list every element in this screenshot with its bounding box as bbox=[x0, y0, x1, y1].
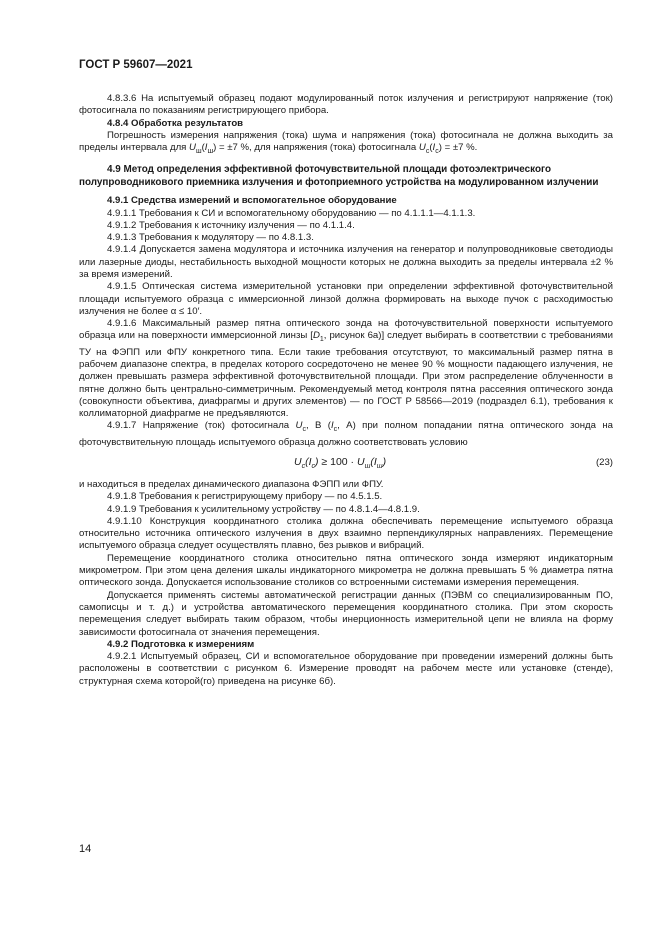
subscript: 1 bbox=[319, 336, 324, 344]
symbol-u: U bbox=[189, 142, 196, 154]
symbol-i: I bbox=[330, 420, 334, 432]
subscript: c bbox=[425, 148, 430, 156]
subscript: c bbox=[302, 426, 306, 434]
subscript: ш bbox=[195, 148, 202, 156]
symbol-u: U bbox=[418, 142, 426, 154]
text-run: ) = ±7 %, для напряжения (тока) фотосигнала bbox=[213, 142, 419, 154]
para-4-8-3-6: 4.8.3.6 На испытуемый образец подают модулированный поток излучения и регистрируют напряжение (ток) фотосигнала по показаниям регистрирующего прибора. bbox=[79, 93, 613, 117]
heading-4-9: 4.9 Метод определения эффективной фоточувствительной площади фотоэлектрического полупроводникового приемника излучения и фотоприемного устройства на модулированном излучении bbox=[79, 164, 599, 188]
subscript: ш bbox=[376, 463, 383, 471]
para-4-9-1-5: 4.9.1.5 Оптическая система измерительной установки при определении эффективной фоточувствительной площади испытуемого образца с иммерсионной линзой должна формировать на выходе пучок с расходимостью излучения не более α ≤ 10′. bbox=[79, 281, 613, 317]
formula: $U_c(I_c) \ge 100 \cdot U_ш(I_ш)$ bbox=[294, 455, 387, 471]
symbol-d: D bbox=[312, 330, 320, 342]
para-4-9-1-3: 4.9.1.3 Требования к модулятору — по 4.8.1.3. bbox=[107, 232, 314, 244]
text-run: , А) при полном попадании пятна оптического зонда на фоточувствительную площадь испытуемого образца должно соответствовать условию bbox=[79, 420, 613, 448]
para-error: Погрешность измерения напряжения (тока) шума и напряжения (тока) фотосигнала не должна выходить за пределы интервала для $U_ш(I_ш) = \pm 7$ %, для напряжения (тока) фотосигнала $U_c(I_c) = \pm 7$ %. bbox=[79, 129, 613, 156]
heading-4-8-4: 4.8.4 Обработка результатов bbox=[107, 117, 244, 129]
para-4-9-1-4: 4.9.1.4 Допускается замена модулятора и источника излучения на генератор и полупроводниковые светодиоды или лазерные диоды, нестабильность выходной мощности которых не должна выходить за пределы интервала ±2 % за время измерений. bbox=[79, 244, 613, 280]
equation-23 bbox=[79, 449, 613, 479]
text-run: , рисунок 6а)] следует выбирать в соответствии с требованиями ТУ на ФЭПП или ФПУ конкретного типа. Если такие требования отсутствуют, то максимальный размер пятна в рабочем диапазоне спектра, в пределах которого сосредоточено не менее 90 % мощности падающего излучения, не должен превышать размера эффективной фоточувствительной площади. При этом распределение облученности в пятне должно быть центрально-симметричным. Рекомендуемый метод контроля пятна рассеяния оптического зонда (совокупности объектива, диафрагмы и других элементов) — по ГОСТ Р 58566—2019 (подраздел 6.1), требования к коллиматорной диафрагме не предъявляются. bbox=[79, 330, 613, 420]
operator: ≥ 100 · bbox=[318, 455, 357, 468]
symbol-i: I bbox=[432, 142, 436, 154]
heading-4-9-2: 4.9.2 Подготовка к измерениям bbox=[107, 638, 255, 650]
para-4-9-1-2: 4.9.1.2 Требования к источнику излучения — по 4.1.1.4. bbox=[107, 219, 355, 231]
document-header: ГОСТ Р 59607—2021 bbox=[79, 59, 193, 71]
text-run: 4.9.1.6 Максимальный размер пятна оптического зонда на фоточувствительной поверхности испытуемого образца или на поверхности иммерсионной линзы [ bbox=[79, 318, 613, 342]
para-automation: Допускается применять системы автоматической регистрации данных (ПЭВМ со специализированным ПО, самописцы и т. д.) и устройства автоматического перемещения координатного столика. При этом скорость перемещения следует выбирать таким образом, чтобы инерционность измерительной цепи не влияла на форму зависимости фотосигнала от значения перемещения. bbox=[79, 589, 613, 638]
page-number: 14 bbox=[79, 843, 92, 855]
text-body bbox=[79, 93, 613, 688]
text-run: 4.9.1.7 Напряжение (ток) фотосигнала bbox=[107, 420, 296, 432]
text-run: Погрешность измерения напряжения (тока) шума и напряжения (тока) фотосигнала не должна выходить за пределы интервала для bbox=[79, 129, 613, 154]
symbol-u: U bbox=[295, 420, 303, 432]
symbol-i: I bbox=[373, 455, 377, 468]
symbol-i: I bbox=[308, 455, 312, 468]
para-4-9-1-9: 4.9.1.9 Требования к усилительному устройству — по 4.8.1.4—4.8.1.9. bbox=[107, 503, 420, 515]
subscript: c bbox=[333, 426, 338, 434]
para-4-9-1-6 bbox=[79, 318, 613, 420]
para-4-9-1-8: 4.9.1.8 Требования к регистрирующему прибору — по 4.5.1.5. bbox=[107, 491, 383, 503]
text-run: ) = ±7 %. bbox=[438, 142, 478, 154]
symbol-i: I bbox=[204, 142, 208, 154]
para-micrometer: Перемещение координатного столика относительно пятна оптического зонда измеряют индикаторным микрометром. При этом цена деления шкалы индикаторного микрометра не должна превышать 5 % диаметра пятна оптического зонда. Допускается использование столиков со встроенными системами измерения перемещения. bbox=[79, 552, 613, 589]
equation-number: (23) bbox=[595, 456, 613, 468]
subscript: ш bbox=[364, 463, 371, 471]
subscript: ш bbox=[207, 148, 214, 156]
para-4-9-2-1: 4.9.2.1 Испытуемый образец, СИ и вспомогательное оборудование при проведении измерений должны быть расположены в соответствии с рисунком 6. Измерение проводят на рабочем месте или установке (стенде), структурная схема которой(го) приведена на рисунке 6б). bbox=[79, 651, 613, 687]
subscript: c bbox=[311, 463, 316, 471]
subscript: c bbox=[301, 463, 306, 471]
symbol-u: U bbox=[294, 455, 302, 468]
para-4-9-1-7 bbox=[79, 420, 613, 449]
heading-4-9-1: 4.9.1 Средства измерений и вспомогательное оборудование bbox=[107, 195, 397, 207]
para-4-9-1-10: 4.9.1.10 Конструкция координатного столика должна обеспечивать перемещение испытуемого образца относительно источника оптического излучения в двух взаимно перпендикулярных направлениях. Перемещение испытуемого образца следует осуществлять плавно, без рывков и вибраций. bbox=[79, 515, 613, 552]
symbol-u: U bbox=[356, 455, 365, 468]
para-4-9-1-1: 4.9.1.1 Требования к СИ и вспомогательному оборудованию — по 4.1.1.1—4.1.1.3. bbox=[107, 207, 476, 219]
text-run: , В ( bbox=[305, 420, 331, 432]
para-after-equation: и находиться в пределах динамического диапазона ФЭПП или ФПУ. bbox=[79, 478, 384, 490]
subscript: c bbox=[435, 148, 439, 156]
